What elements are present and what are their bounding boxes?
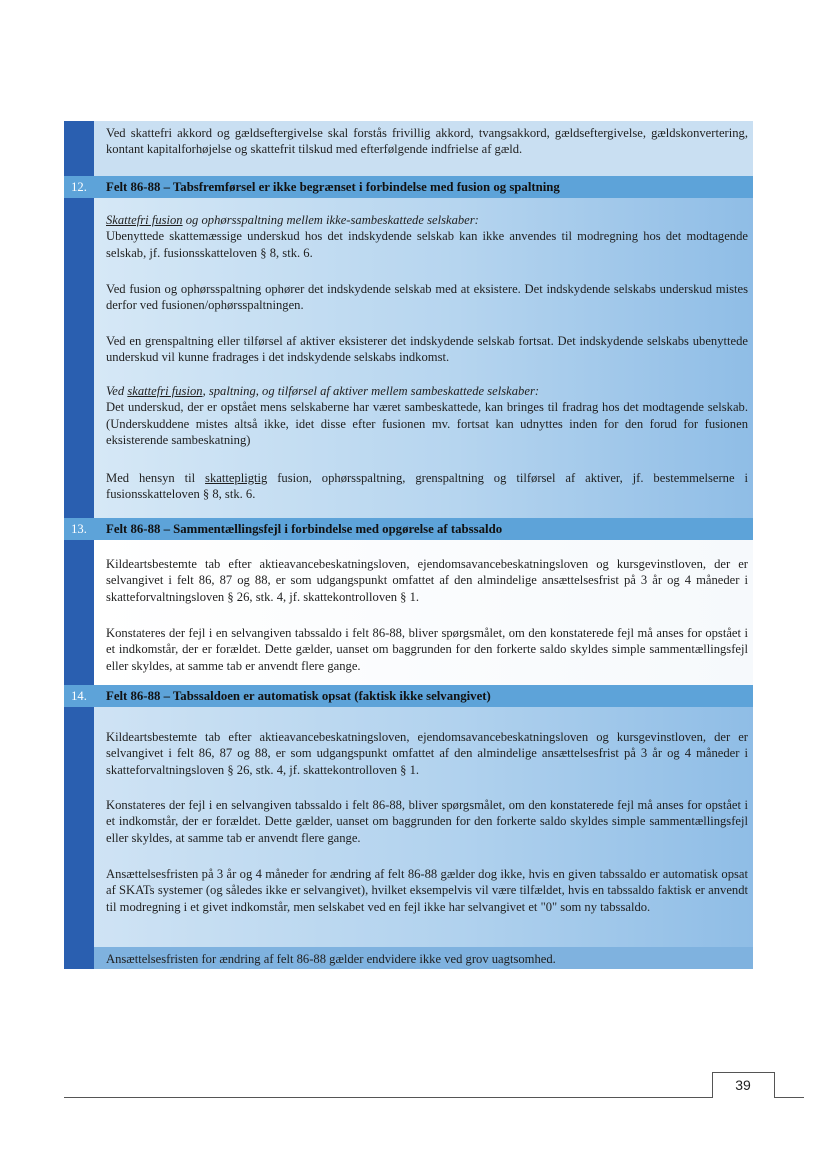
section-number: 14. (71, 689, 87, 703)
paragraph: Konstateres der fejl i en selvangiven tabssaldo i felt 86-88, bliver spørgsmålet, om den konstaterede fejl må anses for opstået i et indkomstår, der er forældet. Dette gælder, uanset om baggrunden for den forkerte saldo skyldes simple sammentællingsfejl eller skyldes, at samme tab er anvendt flere gange. (106, 626, 748, 673)
italic-lead-rest: , spaltning, og tilførsel af aktiver mellem sambeskattede selskaber: (202, 384, 540, 398)
paragraph: Ved en grenspaltning eller tilførsel af aktiver eksisterer det indskydende selskab fortsat. Det indskydende selskabs ubenyttede underskud vil kunne fradrages i det indskydende selskabs indkomst. (106, 334, 748, 365)
footer-rule (774, 1072, 775, 1098)
italic-lead-pre: Ved (106, 384, 128, 398)
paragraph (106, 470, 748, 503)
underlined-term: skattepligtig (205, 471, 268, 485)
footer-rule (64, 1097, 712, 1098)
section-header (64, 518, 753, 540)
paragraph-text: Det underskud, der er opstået mens selskaberne har været sambeskattede, kan bringes til fradrag hos det modtagende selskab. (Underskuddene mistes altså ikke, idet disse efter fusionen mv. fortsat kan udnyttes inden for den forud for fusionen eksisterende sambeskatning) (106, 400, 748, 448)
section-title: Felt 86-88 – Sammentællingsfejl i forbindelse med opgørelse af tabssaldo (106, 522, 503, 536)
paragraph: Ansættelsesfristen for ændring af felt 86-88 gælder endvidere ikke ved grov uagtsomhed. (106, 952, 556, 966)
italic-lead: skattefri fusion (127, 384, 203, 398)
italic-lead-rest: og ophørsspaltning mellem ikke-sambeskattede selskaber: (182, 213, 479, 227)
paragraph (106, 383, 748, 449)
sidebar-strip (64, 540, 94, 685)
sidebar-strip (64, 198, 94, 518)
paragraph: Kildeartsbestemte tab efter aktieavancebeskatningsloven, ejendomsavancebeskatningsloven og kursgevinstloven, der er selvangivet i felt 86, 87 og 88, er som udgangspunkt omfattet af den almindelige ansættelsesfrist på 3 år og 4 måneder i skatteforvaltningsloven § 26, stk. 4, jf. skattekontrolloven § 1. (106, 557, 748, 604)
paragraph (106, 212, 748, 261)
section-number: 12. (71, 180, 87, 194)
italic-lead: Skattefri fusion (106, 213, 183, 227)
section-header (64, 685, 753, 707)
paragraph: Ved fusion og ophørsspaltning ophører det indskydende selskab med at eksistere. Det indskydende selskabs underskud mistes derfor ved fusionen/ophørsspaltningen. (106, 282, 748, 313)
paragraph-text: Ubenyttede skattemæssige underskud hos det indskydende selskab kan ikke anvendes til modregning hos det modtagende selskab, jf. fusionsskatteloven § 8, stk. 6. (106, 229, 748, 260)
intro-paragraph: Ved skattefri akkord og gældseftergivelse skal forstås frivillig akkord, tvangsakkord, gældseftergivelse, gældskonvertering, kontant kapitalforhøjelse og skattefrit tilskud med efterfølgende indfrielse af gæld. (106, 126, 748, 157)
section-header (64, 176, 753, 198)
section-title: Felt 86-88 – Tabssaldoen er automatisk opsat (faktisk ikke selvangivet) (106, 689, 491, 703)
section-title: Felt 86-88 – Tabsfremførsel er ikke begrænset i forbindelse med fusion og spaltning (106, 180, 560, 194)
sidebar-strip (64, 121, 94, 176)
sidebar-strip (64, 707, 94, 969)
section-number: 13. (71, 522, 87, 536)
footer-rule (774, 1097, 804, 1098)
paragraph: Ansættelsesfristen på 3 år og 4 måneder for ændring af felt 86-88 gælder dog ikke, hvis en given tabssaldo er automatisk opsat af SKATs systemer (og således ikke er selvangivet), hvilket eksempelvis vil være tilfældet, hvis en tabssaldo faktisk er anvendt til modregning i et givet indkomstår, men selskabet ved en fejl ikke har selvangivet et "0" som ny tabssaldo. (106, 867, 748, 914)
page-number: 39 (735, 1077, 751, 1093)
paragraph-text: fusion, ophørsspaltning, grenspaltning og tilførsel af aktiver, jf. bestemmelserne i fusionsskatteloven § 8, stk. 6. (106, 471, 748, 502)
paragraph-text: Med hensyn til (106, 471, 206, 485)
paragraph: Konstateres der fejl i en selvangiven tabssaldo i felt 86-88, bliver spørgsmålet, om den konstaterede fejl må anses for opstået i et indkomstår, der er forældet. Dette gælder, uanset om baggrunden for den forkerte saldo skyldes simple sammentællingsfejl eller skyldes, at samme tab er anvendt flere gange. (106, 798, 748, 845)
paragraph: Kildeartsbestemte tab efter aktieavancebeskatningsloven, ejendomsavancebeskatningsloven og kursgevinstloven, der er selvangivet i felt 86, 87 og 88, er som udgangspunkt omfattet af den almindelige ansættelsesfrist på 3 år og 4 måneder i skatteforvaltningsloven § 26, stk. 4, jf. skattekontrolloven § 1. (106, 730, 748, 777)
